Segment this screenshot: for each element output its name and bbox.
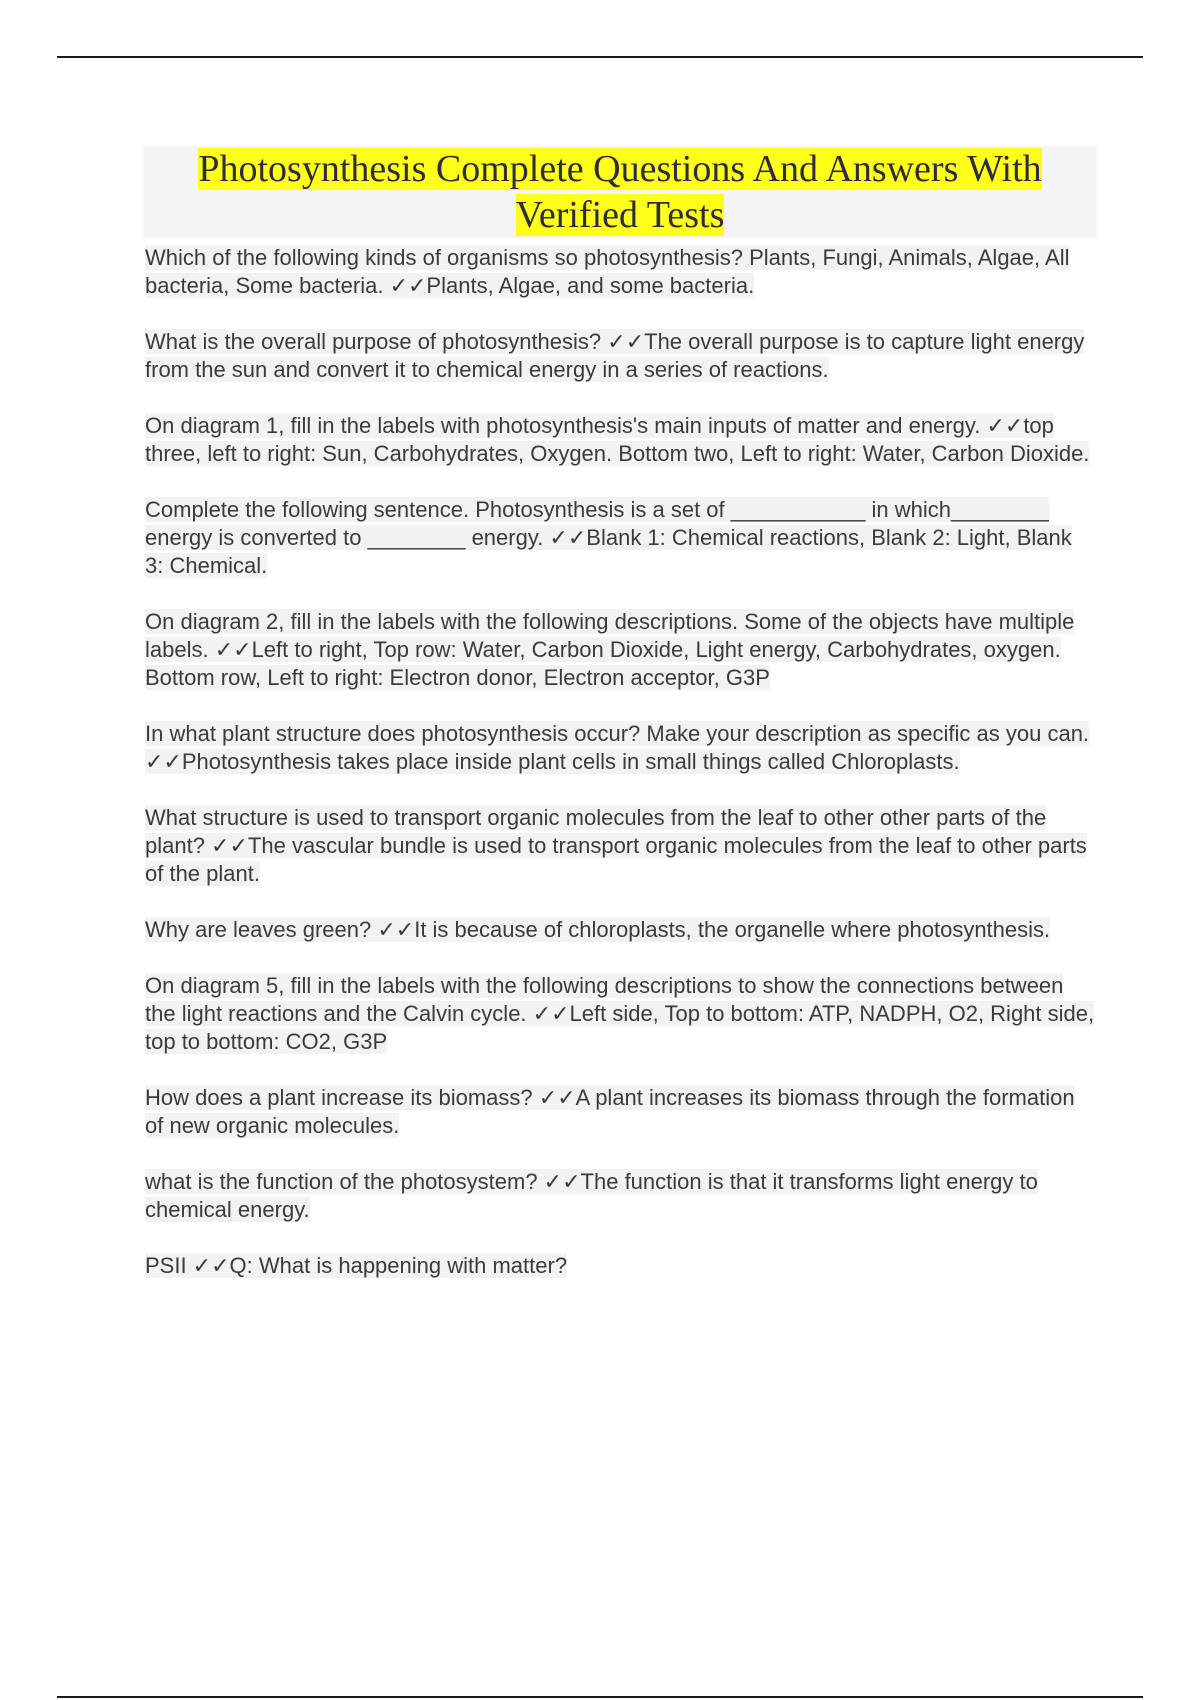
qa-item-10: How does a plant increase its biomass? ✓✓A plant increases its biomass through the formation of new organic molecules. xyxy=(145,1085,1075,1138)
qa-item-5: On diagram 2, fill in the labels with the following descriptions. Some of the objects have multiple labels. ✓✓Left to right, Top row: Water, Carbon Dioxide, Light energy, Carbohydrates, oxygen. Bottom row, Left to right: Electron donor, Electron acceptor, G3P xyxy=(145,609,1075,690)
document-title-text: Photosynthesis Complete Questions And Answers With Verified Tests xyxy=(198,148,1042,236)
qa-item-6: In what plant structure does photosynthesis occur? Make your description as specific as you can. ✓✓Photosynthesis takes place inside plant cells in small things called Chloroplasts. xyxy=(145,721,1090,774)
qa-item-11: what is the function of the photosystem? ✓✓The function is that it transforms light energy to chemical energy. xyxy=(145,1169,1038,1222)
qa-item-3: On diagram 1, fill in the labels with photosynthesis's main inputs of matter and energy. ✓✓top three, left to right: Sun, Carbohydrates, Oxygen. Bottom two, Left to right: Water, Carbon Dioxide. xyxy=(145,413,1090,466)
qa-item-4: Complete the following sentence. Photosynthesis is a set of ___________ in which________ energy is converted to ________ energy. ✓✓Blank 1: Chemical reactions, Blank 2: Light, Blank 3: Chemical. xyxy=(145,497,1072,578)
qa-item-7: What structure is used to transport organic molecules from the leaf to other other parts of the plant? ✓✓The vascular bundle is used to transport organic molecules from the leaf to other parts of the plant. xyxy=(145,805,1087,886)
qa-item-9: On diagram 5, fill in the labels with the following descriptions to show the connections between the light reactions and the Calvin cycle. ✓✓Left side, Top to bottom: ATP, NADPH, O2, Right side, top to bottom: CO2, G3P xyxy=(145,973,1095,1054)
qa-item-8: Why are leaves green? ✓✓It is because of chloroplasts, the organelle where photosynthesis. xyxy=(145,917,1051,942)
qa-item-2: What is the overall purpose of photosynthesis? ✓✓The overall purpose is to capture light energy from the sun and convert it to chemical energy in a series of reactions. xyxy=(145,329,1085,382)
qa-item-12: PSII ✓✓Q: What is happening with matter? xyxy=(145,1253,568,1278)
top-rule xyxy=(57,56,1143,58)
document-body xyxy=(145,146,1095,1308)
qa-item-1: Which of the following kinds of organisms so photosynthesis? Plants, Fungi, Animals, Algae, All bacteria, Some bacteria. ✓✓Plants, Algae, and some bacteria. xyxy=(145,245,1070,298)
bottom-rule xyxy=(57,1696,1143,1698)
document-title xyxy=(143,146,1097,238)
